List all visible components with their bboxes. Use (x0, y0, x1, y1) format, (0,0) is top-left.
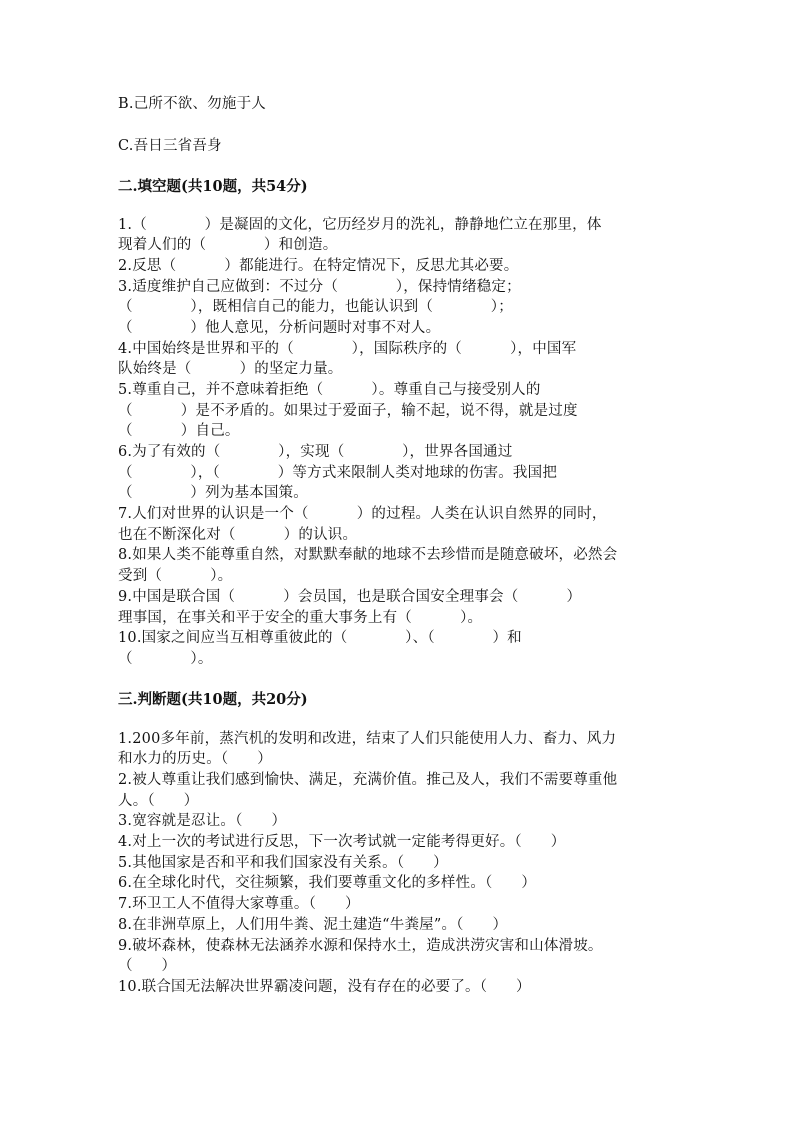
option-b: B.己所不欲、勿施于人 (118, 96, 266, 112)
fill-line: 6.为了有效的（ ），实现（ ），世界各国通过 (118, 444, 513, 460)
fill-line: 4.中国始终是世界和平的（ ），国际秩序的（ ），中国军 (118, 341, 577, 357)
judge-line: 4.对上一次的考试进行反思，下一次考试就一定能考得更好。（ ） (118, 834, 566, 850)
section-fill-blank-title: 二.填空题(共10题，共54分) (118, 178, 308, 195)
section-judgment-title: 三.判断题(共10题，共20分) (118, 691, 308, 708)
judge-line: 5.其他国家是否和平和我们国家没有关系。（ ） (118, 855, 448, 871)
fill-line: 现着人们的（ ）和创造。 (118, 237, 338, 253)
judge-line: 1.200多年前，蒸汽机的发明和改进，结束了人们只能使用人力、畜力、风力 (118, 731, 617, 747)
fill-line: （ ）他人意见，分析问题时对事不对人。 (118, 320, 441, 336)
fill-line: 9.中国是联合国（ ）会员国，也是联合国安全理事会（ ） (118, 589, 582, 605)
fill-line: 7.人们对世界的认识是一个（ ）的过程。人类在认识自然界的同时， (118, 506, 607, 522)
option-c: C.吾日三省吾身 (118, 138, 222, 154)
fill-line: （ ）。 (118, 651, 213, 667)
fill-line: 受到（ ）。 (118, 568, 233, 584)
fill-line: 2.反思（ ）都能进行。在特定情况下，反思尤其必要。 (118, 258, 519, 274)
fill-line: 5.尊重自己，并不意味着拒绝（ ）。尊重自己与接受别人的 (118, 382, 541, 398)
judge-line: 7.环卫工人不值得大家尊重。（ ） (118, 896, 360, 912)
judge-line: 8.在非洲草原上，人们用牛粪、泥土建造“牛粪屋”。（ ） (118, 917, 508, 933)
fill-line: （ ）列为基本国策。 (118, 485, 309, 501)
judge-line: （ ） (118, 958, 177, 974)
judge-line: 2.被人尊重让我们感到愉快、满足，充满价值。推己及人，我们不需要尊重他 (118, 772, 618, 788)
fill-line: 3.适度维护自己应做到：不过分（ ），保持情绪稳定； (118, 279, 521, 295)
judge-line: 6.在全球化时代，交往频繁，我们要尊重文化的多样性。（ ） (118, 875, 537, 891)
fill-line: 8.如果人类不能尊重自然，对默默奉献的地球不去珍惜而是随意破坏，必然会 (118, 547, 618, 563)
judge-line: 3.宽容就是忍让。（ ） (118, 813, 287, 829)
fill-line: 10.国家之间应当互相尊重彼此的（ ）、（ ）和 (118, 630, 522, 646)
fill-line: （ ）是不矛盾的。如果过于爱面子，输不起，说不得，就是过度 (118, 403, 578, 419)
judge-line: 和水力的历史。（ ） (118, 751, 272, 767)
fill-line: （ ），（ ）等方式来限制人类对地球的伤害。我国把 (118, 465, 558, 481)
fill-line: （ ）自己。 (118, 423, 240, 439)
fill-line: 也在不断深化对（ ）的认识。 (118, 527, 358, 543)
fill-line: 队始终是（ ）的坚定力量。 (118, 361, 343, 377)
judge-line: 人。（ ） (118, 793, 199, 809)
judge-line: 10.联合国无法解决世界霸凌问题，没有存在的必要了。（ ） (118, 979, 531, 995)
judge-line: 9.破坏森林，使森林无法涵养水源和保持水土，造成洪涝灾害和山体滑坡。 (118, 938, 603, 954)
fill-line: 理事国，在事关和平于安全的重大事务上有（ ）。 (118, 610, 483, 626)
fill-line: 1.（ ）是凝固的文化，它历经岁月的洗礼，静静地伫立在那里，体 (118, 217, 602, 233)
fill-line: （ ），既相信自己的能力，也能认识到（ ）； (118, 299, 513, 315)
